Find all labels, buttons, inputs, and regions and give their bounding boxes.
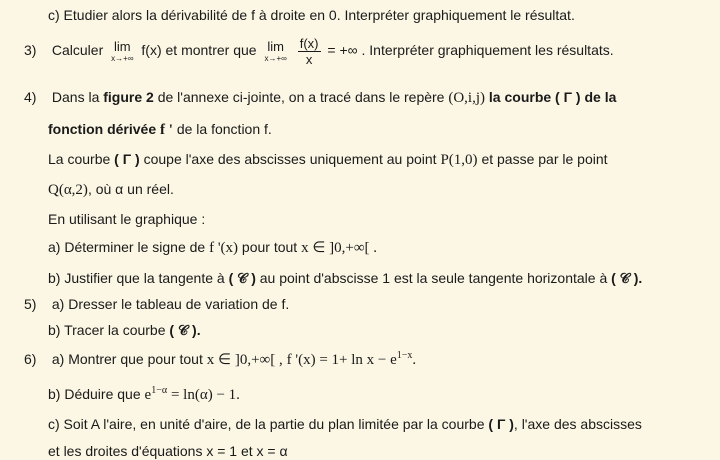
question-6c-text-b: , l'axe des abscisses — [513, 416, 642, 432]
interval-1: x ∈ ]0,+∞[ . — [301, 240, 378, 256]
curve-c-3: ( 𝒞 ). — [169, 322, 201, 338]
question-6a-text: a) Montrer que pour tout — [51, 351, 203, 367]
question-4-text-a: Dans la — [51, 89, 100, 105]
line-4c — [48, 150, 608, 169]
question-4b-text-a: b) Justifier que la tangente à — [48, 270, 225, 286]
limit-1 — [111, 40, 133, 64]
question-4b-text-b: au point d'abscisse 1 est la seule tangente horizontale à — [259, 270, 608, 286]
line-4 — [24, 88, 616, 107]
question-3-text-a: Calculer — [51, 42, 104, 59]
limit-2-label: lim — [267, 38, 284, 54]
question-4-text-c: la courbe ( Γ ) de la — [488, 89, 617, 105]
figure-reference: figure 2 — [103, 89, 154, 105]
frame-notation: (O,i,j) — [448, 90, 486, 106]
question-4-text-f: coupe l'axe des abscisses uniquement au point — [143, 151, 437, 167]
line-6b — [48, 385, 240, 406]
question-4-text-g: et passe par le point — [481, 151, 608, 167]
question-5b-text: b) Tracer la courbe — [48, 322, 166, 338]
limit-1-label: lim — [114, 38, 131, 54]
question-4-text-b: de l'annexe ci-jointe, on a tracé dans le repère — [157, 89, 445, 105]
line-6c-cont — [48, 442, 288, 459]
line-4b — [48, 120, 272, 139]
question-6c-text-c: et les droites d'équations x = 1 et x = α — [48, 443, 288, 459]
question-4a-text-b: pour tout — [241, 239, 298, 255]
line-3 — [24, 36, 614, 67]
line-6c — [48, 415, 642, 433]
equation-rhs: = ln(α) − 1. — [170, 387, 240, 403]
question-number-3: 3) — [24, 42, 37, 59]
curve-gamma-2: ( Γ ) — [488, 416, 514, 432]
line-4e — [48, 210, 205, 228]
fraction-fx-over-x — [298, 36, 321, 67]
limit-2-sub: x→+∞ — [264, 53, 287, 63]
curve-c-2: ( 𝒞 ). — [611, 270, 643, 286]
exp-base: e — [144, 387, 152, 403]
graph-instruction: En utilisant le graphique : — [48, 211, 206, 227]
line-4b-item — [48, 269, 642, 287]
question-3-text-b: f(x) et montrer que — [141, 42, 257, 59]
curve-gamma-1: ( Γ ) — [114, 151, 140, 167]
question-1c-text: c) Etudier alors la dérivabilité de f à droite en 0. Interpréter graphiquement le résultat. — [48, 7, 575, 23]
line-5b — [48, 321, 201, 339]
derivative-fx: f '(x) — [209, 240, 239, 256]
question-number-6: 6) — [24, 351, 37, 367]
point-q: Q(α,2) — [48, 182, 88, 198]
question-4-text-e: La courbe — [48, 151, 111, 167]
derivative-formula: f '(x) = 1+ ln x − e — [286, 352, 397, 368]
line-4a — [48, 238, 377, 257]
question-4a-text-a: a) Déterminer le signe de — [48, 239, 206, 255]
fraction-numerator: f(x) — [299, 36, 319, 51]
limit-2 — [264, 40, 286, 64]
question-6c-text-a: c) Soit A l'aire, en unité d'aire, de la partie du plan limitée par la courbe — [48, 416, 485, 432]
exponent-1-minus-alpha: 1−α — [151, 385, 168, 396]
line-6a — [24, 350, 416, 371]
limit-1-sub: x→+∞ — [111, 53, 134, 63]
question-3-text-c: = +∞ . Interpréter graphiquement les résultats. — [327, 42, 614, 59]
question-5a-text: a) Dresser le tableau de variation de f. — [51, 296, 290, 312]
point-p: P(1,0) — [440, 152, 478, 168]
interval-2: x ∈ ]0,+∞[ , — [206, 352, 283, 368]
exponent-1-minus-x: 1−x — [396, 350, 413, 361]
question-number-4: 4) — [24, 89, 37, 105]
derivative-label: fonction dérivée — [48, 121, 157, 137]
question-4-text-d: de la fonction f. — [176, 121, 272, 137]
question-6b-text: b) Déduire que — [48, 386, 141, 402]
fraction-denominator: x — [305, 52, 313, 67]
line-4d — [48, 180, 174, 199]
question-4-text-h: , où α un réel. — [87, 181, 174, 197]
derivative-symbol: f ' — [160, 122, 173, 138]
line-5a — [24, 295, 289, 313]
question-number-5: 5) — [24, 296, 37, 312]
line-1c — [48, 6, 575, 24]
curve-c-1: ( 𝒞 ) — [228, 270, 256, 286]
formula-end: . — [412, 352, 417, 368]
